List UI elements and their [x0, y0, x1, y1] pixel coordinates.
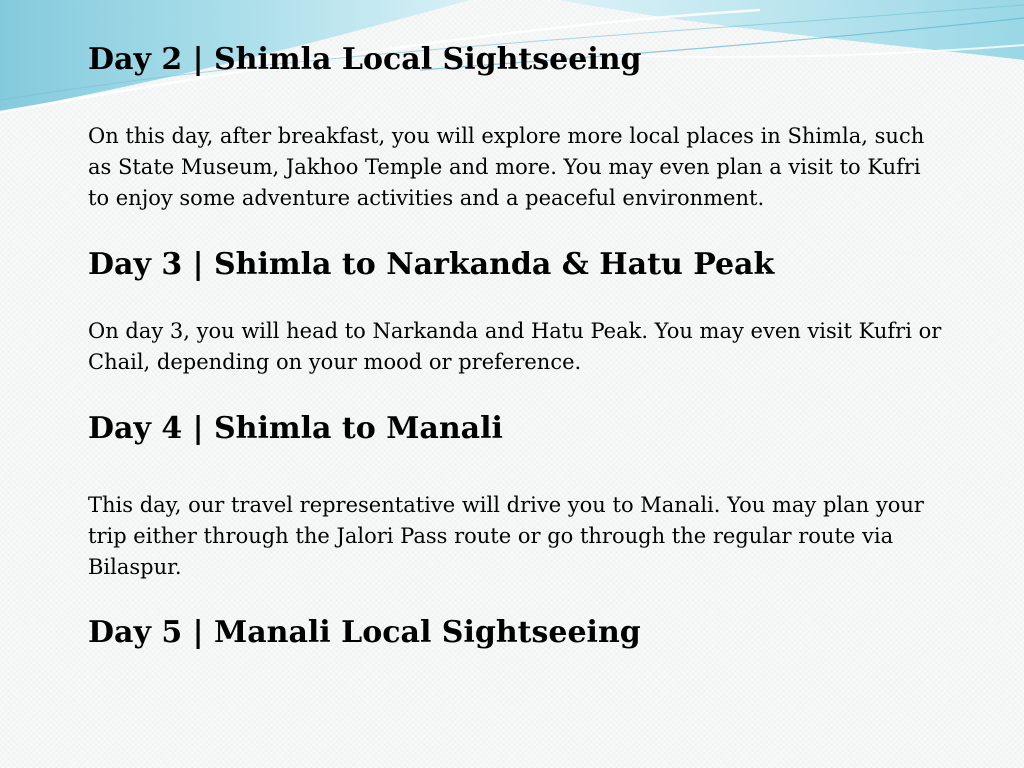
section-body-day-4: This day, our travel representative will drive you to Manali. You may plan your trip either through the Jalori Pass route or go through the regular route via Bilaspur. [88, 493, 924, 579]
section-heading-day-3: Day 3 | Shimla to Narkanda & Hatu Peak [88, 247, 775, 282]
section-body-day-2: On this day, after breakfast, you will explore more local places in Shimla, such as State Museum, Jakhoo Temple and more. You may even plan a visit to Kufri to enjoy some adventure activities and a peaceful environment. [88, 124, 925, 210]
section-heading-day-4: Day 4 | Shimla to Manali [88, 411, 503, 446]
section-body-day-3: On day 3, you will head to Narkanda and Hatu Peak. You may even visit Kufri or Chail, depending on your mood or preference. [88, 319, 942, 374]
section-heading-day-2: Day 2 | Shimla Local Sightseeing [88, 42, 642, 77]
section-heading-day-5: Day 5 | Manali Local Sightseeing [88, 615, 641, 650]
